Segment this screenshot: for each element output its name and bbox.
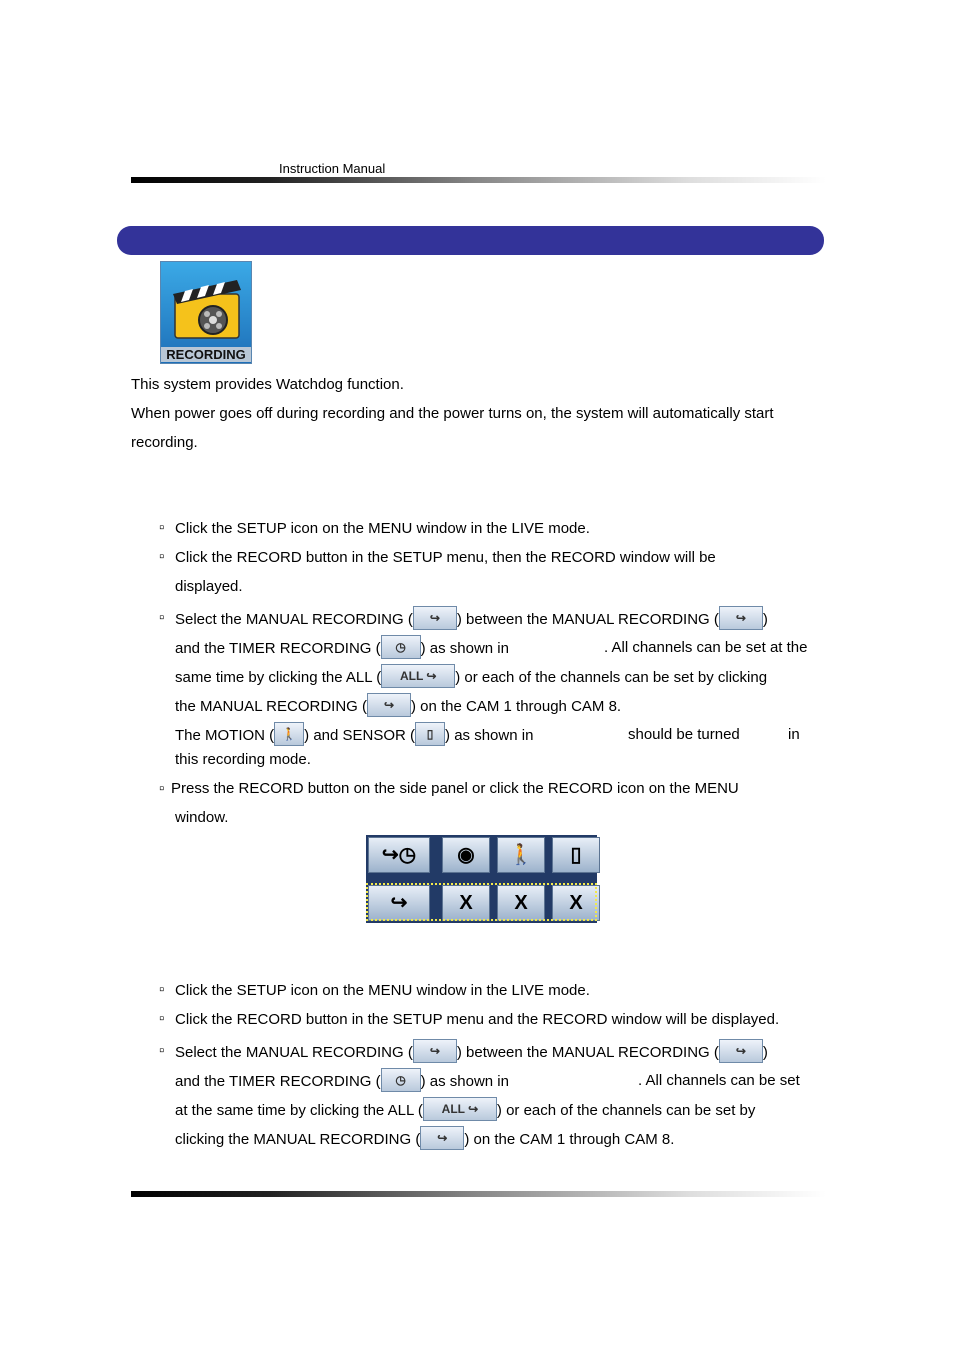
s2-bullet-3-line-3: at the same time by clicking the ALL ( ALL ↪ ) or each of the channels can be set by bbox=[175, 1099, 755, 1123]
bullet-marker: ▫ bbox=[159, 1042, 165, 1059]
motion-icon: 🚶 bbox=[497, 837, 545, 873]
manual-timer-icon: ↪◷ bbox=[368, 837, 430, 873]
sensor-off-mark: X bbox=[552, 885, 600, 921]
s1-bullet-2-line-1: Click the RECORD button in the SETUP menu, then the RECORD window will be bbox=[175, 549, 716, 566]
recording-icon bbox=[160, 261, 252, 364]
s2-bullet-3-line-1: Select the MANUAL RECORDING ( ↪ ) between the MANUAL RECORDING ( ↪ ) bbox=[175, 1041, 768, 1065]
timer-recording-icon: ◷ bbox=[381, 635, 421, 659]
s2-bullet-3-line-4: clicking the MANUAL RECORDING ( ↪ ) on the CAM 1 through CAM 8. bbox=[175, 1128, 674, 1152]
audio-off-mark: X bbox=[442, 885, 490, 921]
clapperboard-icon bbox=[161, 266, 251, 346]
bullet-marker: ▫ bbox=[159, 548, 165, 565]
selection-outline bbox=[366, 883, 597, 921]
manual-recording-icon: ↪ bbox=[413, 606, 457, 630]
s1-bullet-1: Click the SETUP icon on the MENU window in the LIVE mode. bbox=[175, 520, 590, 537]
intro-line-1: This system provides Watchdog function. bbox=[131, 376, 404, 393]
sensor-icon: ▯ bbox=[415, 722, 445, 746]
s1-bullet-2-line-2: displayed. bbox=[175, 578, 243, 595]
manual-recording-icon: ↪ bbox=[413, 1039, 457, 1063]
s2-bullet-3-line-2-end: . All channels can be set bbox=[638, 1072, 800, 1089]
manual-recording-icon: ↪ bbox=[367, 693, 411, 717]
s1-bullet-3-line-2-end: . All channels can be set at the bbox=[604, 639, 808, 656]
header-label: Instruction Manual bbox=[279, 161, 386, 176]
bullet-marker: ▫ bbox=[159, 780, 165, 797]
s2-bullet-1: Click the SETUP icon on the MENU window in the LIVE mode. bbox=[175, 982, 590, 999]
manual-recording-icon: ↪ bbox=[719, 1039, 763, 1063]
motion-icon: 🚶 bbox=[274, 722, 304, 746]
s1-bullet-4-line-1: Press the RECORD button on the side panel or click the RECORD icon on the MENU bbox=[171, 780, 739, 797]
header-rule bbox=[131, 177, 826, 183]
s2-bullet-2: Click the RECORD button in the SETUP menu and the RECORD window will be displayed. bbox=[175, 1011, 780, 1028]
record-settings-panel bbox=[366, 835, 597, 923]
s1-bullet-3-line-5-mid: should be turned bbox=[628, 726, 740, 743]
bullet-marker: ▫ bbox=[159, 609, 165, 626]
bullet-marker: ▫ bbox=[159, 981, 165, 998]
s1-bullet-3-line-5-end: in bbox=[788, 726, 800, 743]
s1-bullet-3-line-6: this recording mode. bbox=[175, 751, 311, 768]
s2-bullet-3-line-2: and the TIMER RECORDING ( ◷ ) as shown in bbox=[175, 1070, 509, 1094]
s1-bullet-3-line-2: and the TIMER RECORDING ( ◷ ) as shown in bbox=[175, 637, 509, 661]
bullet-marker: ▫ bbox=[159, 1010, 165, 1027]
s1-bullet-4-line-2: window. bbox=[175, 809, 229, 826]
bullet-marker: ▫ bbox=[159, 519, 165, 536]
manual-recording-icon: ↪ bbox=[719, 606, 763, 630]
recording-icon-label: RECORDING bbox=[161, 347, 251, 362]
audio-icon: ◉ bbox=[442, 837, 490, 873]
timer-recording-icon: ◷ bbox=[381, 1068, 421, 1092]
footer-rule bbox=[131, 1191, 826, 1197]
all-icon: ALL ↪ bbox=[381, 664, 455, 688]
manual-recording-icon: ↪ bbox=[420, 1126, 464, 1150]
motion-off-mark: X bbox=[497, 885, 545, 921]
s1-bullet-3-line-4: the MANUAL RECORDING ( ↪ ) on the CAM 1 through CAM 8. bbox=[175, 695, 621, 719]
s1-bullet-3-line-3: same time by clicking the ALL ( ALL ↪ ) or each of the channels can be set by clicking bbox=[175, 666, 767, 690]
manual-recording-icon: ↪ bbox=[368, 885, 430, 921]
intro-line-3: recording. bbox=[131, 434, 198, 451]
all-icon: ALL ↪ bbox=[423, 1097, 497, 1121]
s1-bullet-3-line-1: Select the MANUAL RECORDING ( ↪ ) between the MANUAL RECORDING ( ↪ ) bbox=[175, 608, 768, 632]
section-band bbox=[117, 226, 824, 255]
intro-line-2: When power goes off during recording and the power turns on, the system will automatically start bbox=[131, 405, 774, 422]
sensor-icon: ▯ bbox=[552, 837, 600, 873]
s1-bullet-3-line-5: The MOTION ( 🚶 ) and SENSOR ( ▯ ) as shown in bbox=[175, 724, 533, 748]
